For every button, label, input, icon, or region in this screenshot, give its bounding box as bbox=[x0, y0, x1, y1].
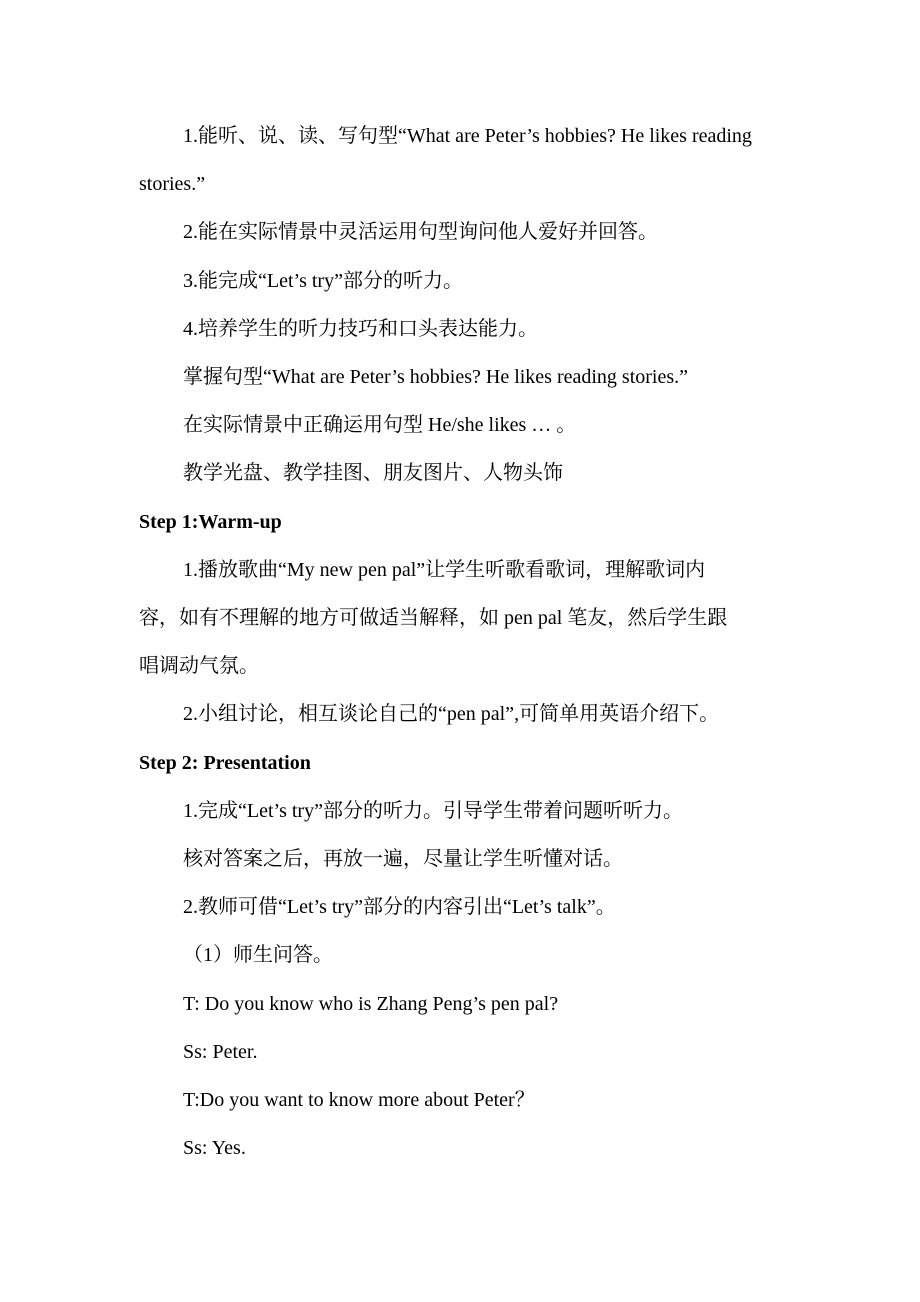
text-line: （1）师生问答。 bbox=[183, 944, 333, 967]
text-line: 唱调动气氛。 bbox=[139, 655, 259, 678]
text-line: 1.完成“Let’s try”部分的听力。引导学生带着问题听听力。 bbox=[183, 799, 683, 822]
text-line: 1.播放歌曲“My new pen pal”让学生听歌看歌词，理解歌词内 bbox=[183, 558, 706, 581]
text-line: T: Do you know who is Zhang Peng’s pen pal? bbox=[183, 992, 559, 1015]
text-line: Ss: Peter. bbox=[183, 1040, 258, 1063]
text-line: 容，如有不理解的地方可做适当解释，如 pen pal 笔友，然后学生跟 bbox=[139, 607, 728, 629]
text-line: 4.培养学生的听力技巧和口头表达能力。 bbox=[183, 317, 538, 340]
text-line: 1.能听、说、读、写句型“What are Peter’s hobbies? He likes reading bbox=[183, 125, 752, 147]
text-line: 2.小组讨论，相互谈论自己的“pen pal”,可简单用英语介绍下。 bbox=[183, 703, 720, 726]
text-line: stories.” bbox=[139, 173, 206, 196]
text-line: 核对答案之后，再放一遍，尽量让学生听懂对话。 bbox=[183, 848, 623, 870]
text-line: 3.能完成“Let’s try”部分的听力。 bbox=[183, 269, 463, 292]
section-heading: Step 1:Warm-up bbox=[139, 510, 282, 533]
text-line: 2.教师可借“Let’s try”部分的内容引出“Let’s talk”。 bbox=[183, 896, 616, 919]
text-line: 教学光盘、教学挂图、朋友图片、人物头饰 bbox=[183, 462, 563, 485]
section-heading: Step 2: Presentation bbox=[139, 751, 311, 774]
text-line: 2.能在实际情景中灵活运用句型询问他人爱好并回答。 bbox=[183, 221, 658, 244]
text-line: Ss: Yes. bbox=[183, 1137, 246, 1160]
text-line: 在实际情景中正确运用句型 He/she likes … 。 bbox=[183, 414, 577, 437]
text-line: T:Do you want to know more about Peter？ bbox=[183, 1089, 535, 1111]
text-line: 掌握句型“What are Peter’s hobbies? He likes reading stories.” bbox=[183, 366, 689, 388]
